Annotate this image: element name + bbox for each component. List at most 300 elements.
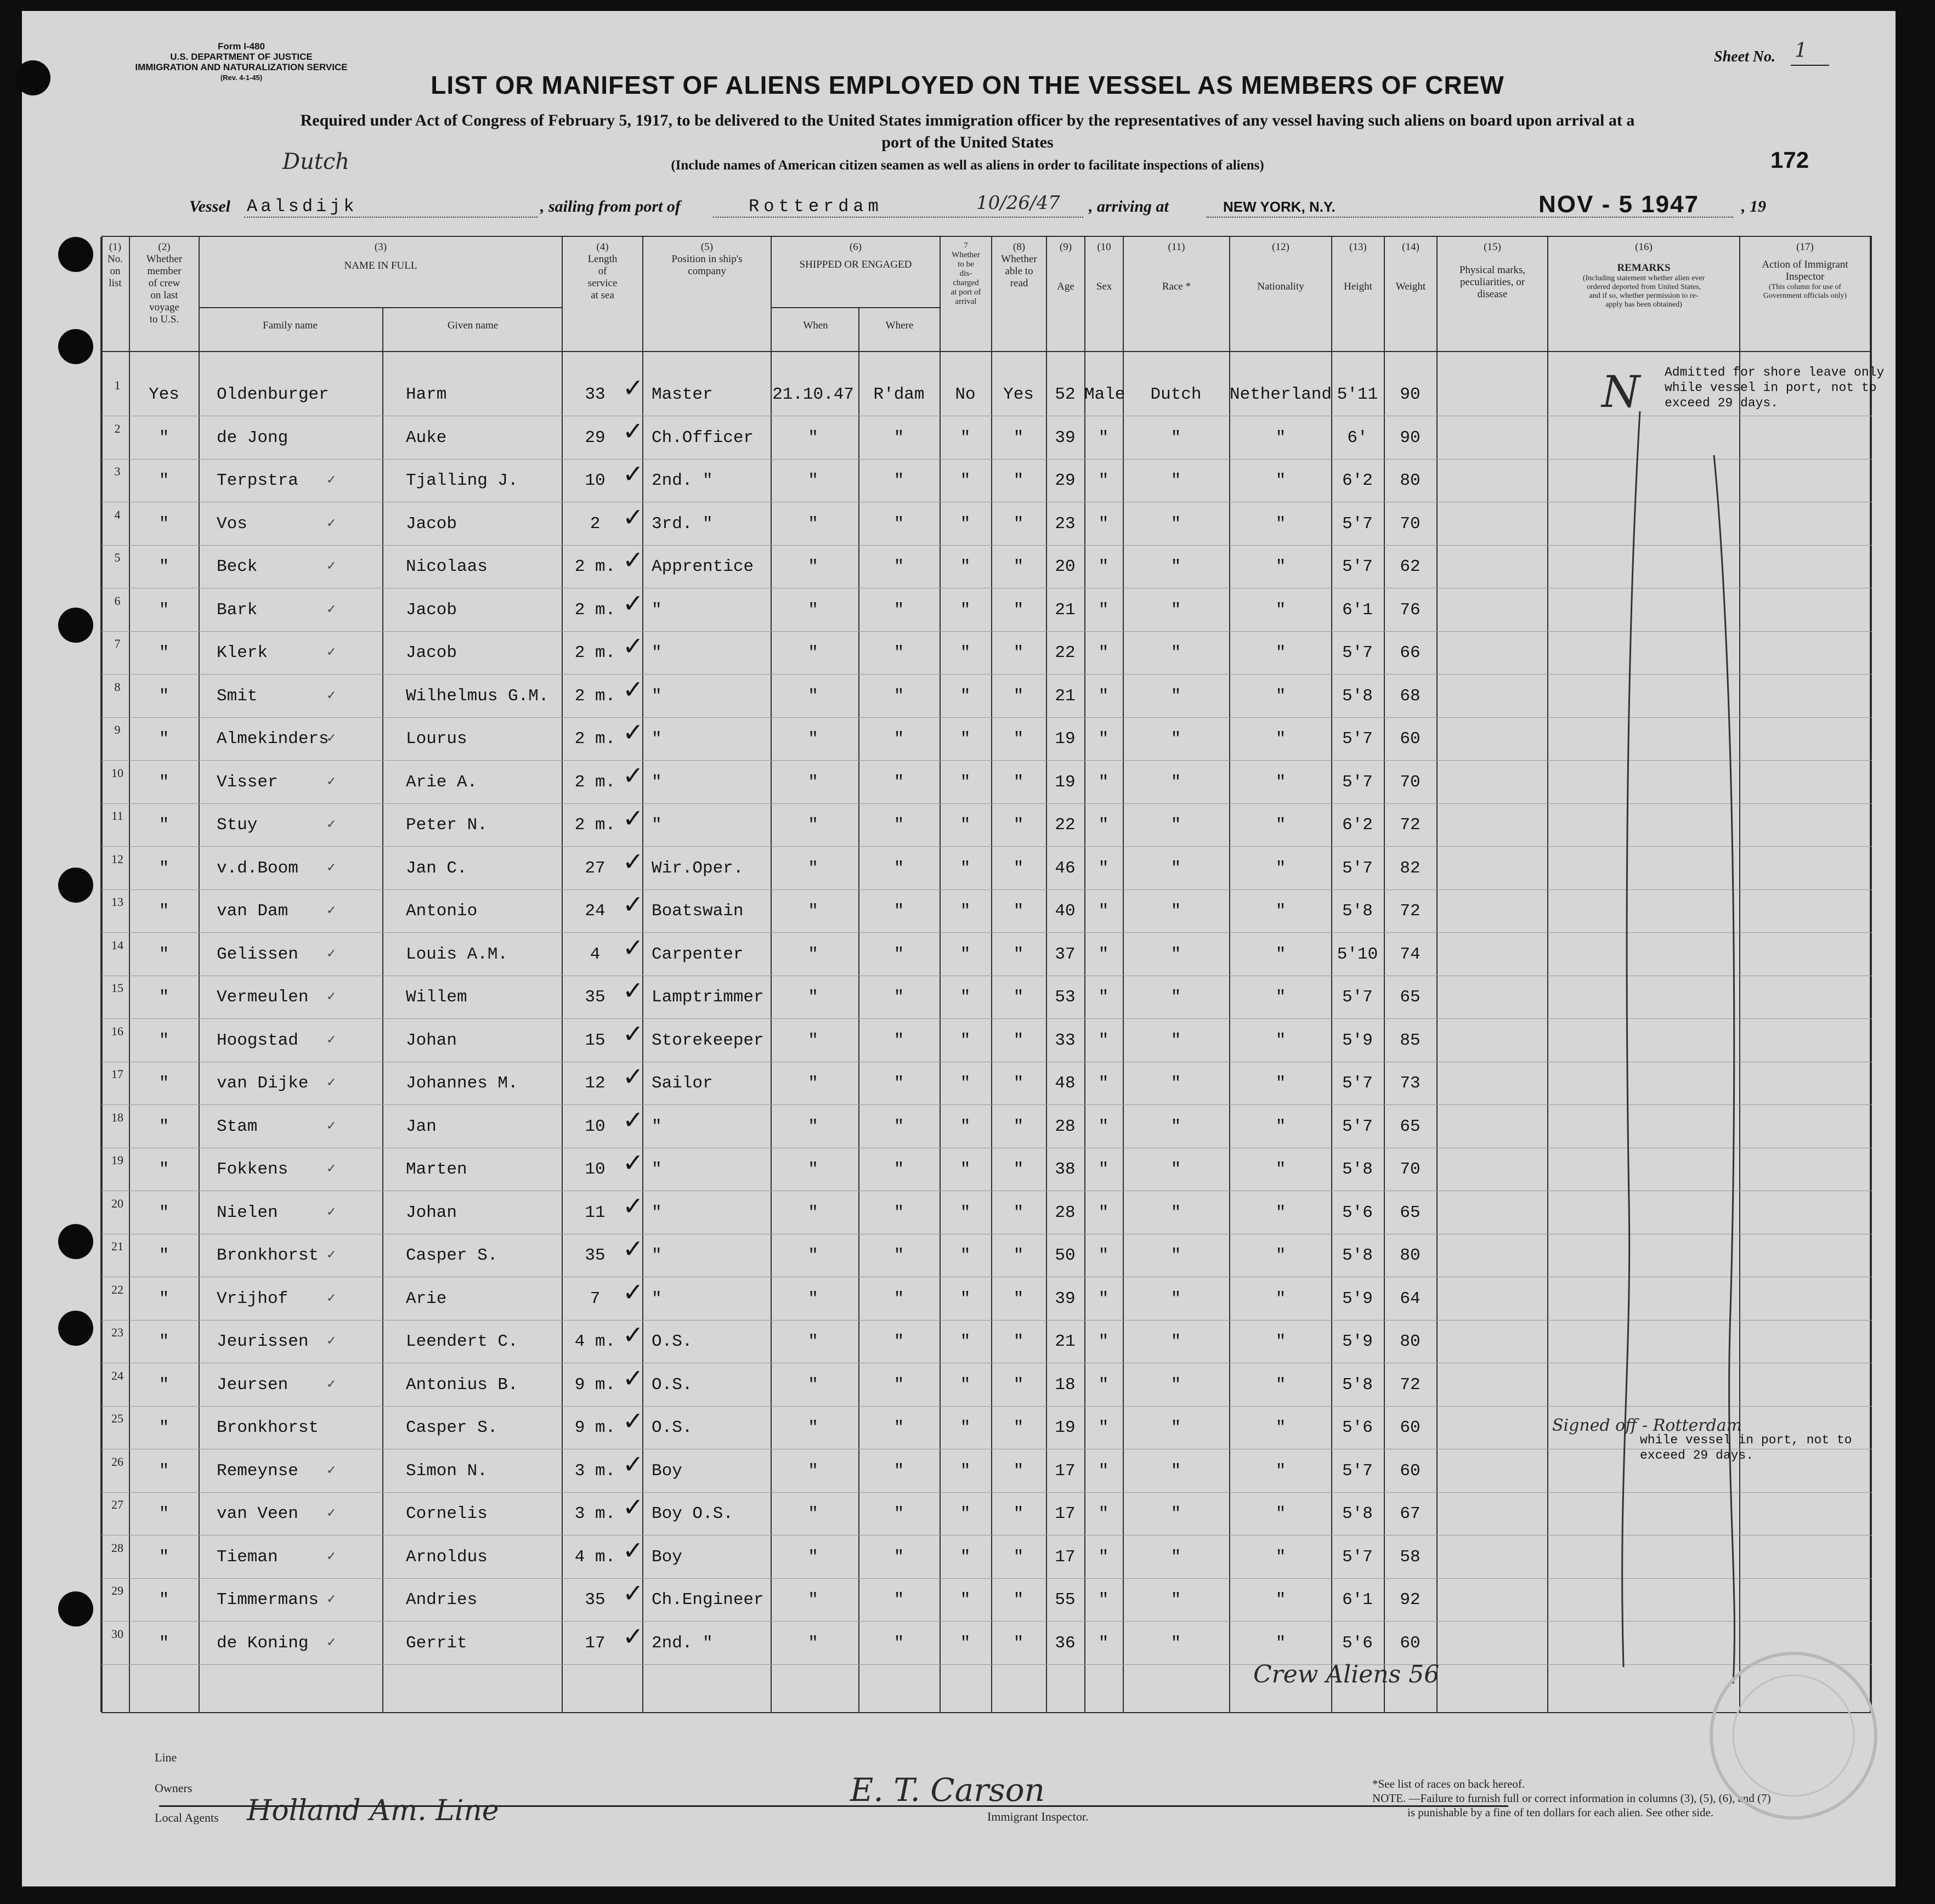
cell-position: Boy — [652, 1547, 682, 1567]
sheet-number-line — [1791, 65, 1829, 66]
cell-sex: " — [1098, 1590, 1109, 1610]
cell-given-name: Arnoldus — [406, 1547, 488, 1567]
cell-position: O.S. — [652, 1375, 693, 1395]
cell-shipped-when: " — [808, 1160, 818, 1179]
cell-shipped-where: R'dam — [873, 385, 925, 404]
grid-line — [100, 237, 103, 1712]
cell-list-number: 18 — [111, 1110, 123, 1124]
cell-length-of-service: 11 — [585, 1203, 606, 1222]
tick-mark-icon: ✓ — [326, 774, 337, 789]
cell-list-number: 1 — [114, 378, 121, 392]
grid-line — [1384, 237, 1385, 1712]
cell-sex: " — [1098, 1504, 1109, 1523]
cell-list-number: 5 — [114, 551, 121, 564]
cell-shipped-when: " — [808, 600, 818, 620]
cell-length-of-service: 2 m. — [574, 557, 616, 576]
column-header-2: (2) Whether member of crew on last voyage to U.S. — [146, 241, 183, 325]
checkmark-icon: ✓ — [623, 1406, 644, 1436]
cell-position: Carpenter — [652, 944, 744, 964]
tick-mark-icon: ✓ — [326, 602, 337, 616]
cell-list-number: 2 — [114, 421, 121, 435]
cell-discharged: " — [960, 1160, 971, 1179]
cell-family-name: Remeynse — [217, 1461, 298, 1481]
cell-height: 5'8 — [1342, 1504, 1373, 1523]
cell-able-to-read: " — [1013, 1332, 1024, 1351]
cell-position: 2nd. " — [652, 1633, 713, 1653]
checkmark-icon: ✓ — [623, 674, 644, 704]
cell-shipped-when: " — [808, 514, 818, 534]
cell-weight: 68 — [1400, 686, 1421, 706]
races-note: *See list of races on back hereof. NOTE. —Failure to furnish full or correct information in columns (3), (5), (6), and (7) is punishable by a fine of ten dollars for each alien. See other side. — [1372, 1777, 1771, 1819]
cell-shipped-when: 21.10.47 — [772, 385, 854, 404]
cell-height: 6'2 — [1342, 471, 1373, 490]
cell-family-name: Beck — [217, 557, 258, 576]
grid-line — [858, 307, 859, 1712]
vessel-nationality-note: Dutch — [282, 149, 350, 174]
cell-height: 5'7 — [1342, 772, 1373, 792]
cell-previous-voyage: " — [159, 1590, 169, 1610]
binder-hole — [58, 1591, 93, 1627]
tick-mark-icon: ✓ — [326, 818, 337, 831]
cell-previous-voyage: " — [159, 557, 169, 576]
cell-nationality: " — [1275, 902, 1286, 921]
cell-race: " — [1170, 686, 1181, 706]
column-header-14: (14) Weight — [1395, 241, 1426, 292]
cell-list-number: 13 — [111, 895, 123, 909]
cell-position: " — [652, 1203, 662, 1222]
grid-line — [199, 237, 200, 1712]
cell-weight: 65 — [1400, 1117, 1421, 1136]
cell-given-name: Lourus — [406, 729, 467, 749]
cell-previous-voyage: " — [159, 1504, 169, 1523]
checkmark-icon: ✓ — [623, 1018, 644, 1049]
cell-shipped-when: " — [808, 1418, 818, 1437]
cell-list-number: 17 — [111, 1067, 123, 1081]
cell-previous-voyage: " — [159, 514, 169, 534]
cell-race: " — [1170, 858, 1181, 878]
checkmark-icon: ✓ — [623, 588, 644, 618]
grid-line — [101, 674, 1872, 675]
grid-line — [771, 307, 940, 308]
cell-length-of-service: 2 m. — [574, 729, 616, 749]
cell-weight: 66 — [1400, 643, 1421, 662]
cell-age: 22 — [1055, 643, 1076, 662]
cell-weight: 72 — [1400, 815, 1421, 835]
cell-shipped-where: " — [893, 1246, 904, 1265]
checkmark-icon: ✓ — [623, 502, 644, 532]
grid-line — [991, 237, 992, 1712]
column-header-4: (4) Length of service at sea — [587, 241, 618, 301]
cell-age: 46 — [1055, 858, 1076, 878]
cell-nationality: " — [1275, 514, 1286, 534]
cell-family-name: Jeurissen — [217, 1332, 309, 1351]
cell-sex: " — [1098, 1332, 1109, 1351]
cell-sex: " — [1098, 815, 1109, 835]
cell-discharged: " — [960, 944, 971, 964]
cell-position: " — [652, 772, 662, 792]
cell-height: 5'9 — [1342, 1332, 1373, 1351]
cell-nationality: " — [1275, 772, 1286, 792]
cell-race: " — [1170, 1030, 1181, 1050]
cell-nationality: " — [1275, 1203, 1286, 1222]
cell-previous-voyage: " — [159, 1418, 169, 1437]
cell-position: Boy — [652, 1461, 682, 1481]
cell-length-of-service: 4 — [590, 944, 601, 964]
cell-race: " — [1170, 1289, 1181, 1308]
cell-weight: 85 — [1400, 1030, 1421, 1050]
cell-nationality: " — [1275, 1633, 1286, 1653]
cell-shipped-where: " — [893, 1332, 904, 1351]
grid-line — [101, 1320, 1872, 1321]
column-header-3: (3) NAME IN FULL — [344, 241, 417, 271]
tick-mark-icon: ✓ — [326, 1205, 337, 1219]
cell-height: 5'8 — [1342, 902, 1373, 921]
vessel-name: Aalsdijk — [247, 196, 358, 217]
cell-nationality: " — [1275, 1246, 1286, 1265]
cell-length-of-service: 27 — [585, 858, 606, 878]
column-header-15: (15) Physical marks, peculiarities, or disease — [1459, 241, 1526, 300]
cell-race: " — [1170, 1633, 1181, 1653]
arrival-date-stamp: NOV - 5 1947 — [1538, 191, 1700, 218]
cell-race: " — [1170, 1418, 1181, 1437]
cell-able-to-read: " — [1013, 1203, 1024, 1222]
cell-discharged: " — [960, 1504, 971, 1523]
checkmark-icon: ✓ — [623, 459, 644, 489]
cell-previous-voyage: " — [159, 858, 169, 878]
cell-height: 5'7 — [1342, 1117, 1373, 1136]
cell-able-to-read: " — [1013, 772, 1024, 792]
cell-shipped-where: " — [893, 944, 904, 964]
cell-list-number: 19 — [111, 1153, 123, 1167]
cell-age: 39 — [1055, 428, 1076, 447]
cell-family-name: Bronkhorst — [217, 1246, 319, 1265]
cell-length-of-service: 9 m. — [574, 1375, 616, 1395]
cell-given-name: Louis A.M. — [406, 944, 508, 964]
cell-position: " — [652, 600, 662, 620]
cell-height: 5'11 — [1337, 385, 1378, 404]
cell-position: Lamptrimmer — [652, 988, 764, 1007]
cell-shipped-when: " — [808, 1074, 818, 1093]
cell-shipped-where: " — [893, 643, 904, 662]
cell-shipped-where: " — [893, 1030, 904, 1050]
cell-race: " — [1170, 1547, 1181, 1567]
cell-length-of-service: 2 m. — [574, 815, 616, 835]
cell-sex: " — [1098, 643, 1109, 662]
cell-weight: 80 — [1400, 1246, 1421, 1265]
cell-nationality: " — [1275, 1117, 1286, 1136]
checkmark-icon: ✓ — [623, 1277, 644, 1307]
column-header-10: (10 Sex — [1096, 241, 1112, 292]
cell-weight: 62 — [1400, 557, 1421, 576]
cell-previous-voyage: " — [159, 428, 169, 447]
cell-previous-voyage: " — [159, 1547, 169, 1567]
cell-sex: " — [1098, 1633, 1109, 1653]
cell-shipped-where: " — [893, 1289, 904, 1308]
cell-given-name: Wilhelmus G.M. — [406, 686, 549, 706]
grid-line — [101, 236, 1872, 237]
cell-height: 5'7 — [1342, 1074, 1373, 1093]
cell-shipped-when: " — [808, 1289, 818, 1308]
checkmark-icon: ✓ — [623, 889, 644, 919]
inspection-seal — [1700, 1642, 1887, 1829]
cell-family-name: Timmermans — [217, 1590, 319, 1610]
cell-able-to-read: " — [1013, 988, 1024, 1007]
cell-nationality: " — [1275, 1590, 1286, 1610]
cell-race: " — [1170, 428, 1181, 447]
cell-list-number: 27 — [111, 1498, 123, 1511]
cell-family-name: Gelissen — [217, 944, 298, 964]
cell-height: 5'6 — [1342, 1418, 1373, 1437]
cell-previous-voyage: " — [159, 471, 169, 490]
cell-shipped-when: " — [808, 988, 818, 1007]
local-agents-signature: Holland Am. Line — [247, 1794, 499, 1827]
cell-discharged: " — [960, 1074, 971, 1093]
cell-position: Boatswain — [652, 902, 744, 921]
cell-length-of-service: 10 — [585, 471, 606, 490]
cell-given-name: Gerrit — [406, 1633, 467, 1653]
cell-nationality: " — [1275, 1504, 1286, 1523]
cell-discharged: " — [960, 1461, 971, 1481]
cell-weight: 73 — [1400, 1074, 1421, 1093]
cell-able-to-read: " — [1013, 557, 1024, 576]
grid-line — [771, 237, 772, 1712]
remark-signed-off: Signed off - Rotterdam — [1552, 1416, 1742, 1435]
cell-length-of-service: 2 — [590, 514, 601, 534]
cell-shipped-where: " — [893, 858, 904, 878]
cell-list-number: 21 — [111, 1239, 123, 1253]
cell-discharged: " — [960, 815, 971, 835]
cell-family-name: Almekinders — [217, 729, 329, 749]
cell-position: Sailor — [652, 1074, 713, 1093]
tick-mark-icon: ✓ — [326, 1593, 337, 1606]
cell-nationality: " — [1275, 471, 1286, 490]
cell-weight: 76 — [1400, 600, 1421, 620]
cell-race: " — [1170, 557, 1181, 576]
cell-length-of-service: 4 m. — [574, 1332, 616, 1351]
cell-discharged: " — [960, 428, 971, 447]
page-title: LIST OR MANIFEST OF ALIENS EMPLOYED ON THE VESSEL AS MEMBERS OF CREW — [431, 71, 1504, 99]
cell-shipped-when: " — [808, 902, 818, 921]
cell-previous-voyage: " — [159, 1246, 169, 1265]
cell-shipped-where: " — [893, 428, 904, 447]
cell-shipped-where: " — [893, 1461, 904, 1481]
cell-able-to-read: " — [1013, 1030, 1024, 1050]
cell-height: 6'2 — [1342, 815, 1373, 835]
cell-previous-voyage: " — [159, 729, 169, 749]
cell-shipped-where: " — [893, 471, 904, 490]
cell-family-name: Klerk — [217, 643, 268, 662]
cell-able-to-read: " — [1013, 471, 1024, 490]
cell-shipped-when: " — [808, 1590, 818, 1610]
cell-age: 21 — [1055, 686, 1076, 706]
cell-shipped-where: " — [893, 514, 904, 534]
cell-nationality: " — [1275, 944, 1286, 964]
cell-previous-voyage: " — [159, 902, 169, 921]
cell-shipped-where: " — [893, 772, 904, 792]
cell-sex: " — [1098, 471, 1109, 490]
checkmark-icon: ✓ — [623, 803, 644, 833]
cell-position: Ch.Officer — [652, 428, 754, 447]
cell-given-name: Antonius B. — [406, 1375, 518, 1395]
sailing-port: Rotterdam — [749, 196, 883, 217]
cell-nationality: Netherland — [1229, 385, 1332, 404]
cell-shipped-when: " — [808, 1246, 818, 1265]
cell-shipped-where: " — [893, 1160, 904, 1179]
cell-list-number: 14 — [111, 938, 123, 952]
cell-shipped-where: " — [893, 1117, 904, 1136]
cell-race: Dutch — [1150, 385, 1202, 404]
cell-family-name: Vermeulen — [217, 988, 309, 1007]
tick-mark-icon: ✓ — [326, 516, 337, 530]
cell-weight: 72 — [1400, 1375, 1421, 1395]
checkmark-icon: ✓ — [623, 373, 644, 403]
checkmark-icon: ✓ — [623, 1621, 644, 1651]
footer-line-label: Line — [155, 1750, 177, 1764]
grid-line — [562, 237, 563, 1712]
cell-shipped-where: " — [893, 1074, 904, 1093]
cell-shipped-where: " — [893, 600, 904, 620]
cell-age: 38 — [1055, 1160, 1076, 1179]
cell-height: 5'6 — [1342, 1633, 1373, 1653]
column-header-8: (8) Whether able to read — [1001, 241, 1037, 289]
cell-given-name: Jacob — [406, 600, 457, 620]
cell-length-of-service: 35 — [585, 1246, 606, 1265]
cell-sex: " — [1098, 686, 1109, 706]
cell-given-name: Marten — [406, 1160, 467, 1179]
checkmark-icon: ✓ — [623, 1492, 644, 1522]
cell-family-name: Terpstra — [217, 471, 298, 490]
column-header-5: (5) Position in ship's company — [671, 241, 743, 277]
cell-age: 20 — [1055, 557, 1076, 576]
cell-discharged: " — [960, 1547, 971, 1567]
cell-sex: " — [1098, 988, 1109, 1007]
cell-sex: " — [1098, 1074, 1109, 1093]
cell-sex: " — [1098, 858, 1109, 878]
checkmark-icon: ✓ — [623, 932, 644, 962]
tick-mark-icon: ✓ — [326, 1549, 337, 1563]
sheet-label: Sheet No. — [1714, 48, 1775, 65]
cell-weight: 64 — [1400, 1289, 1421, 1308]
checkmark-icon: ✓ — [623, 1191, 644, 1221]
cell-able-to-read: " — [1013, 1590, 1024, 1610]
cell-weight: 60 — [1400, 1633, 1421, 1653]
cell-length-of-service: 9 m. — [574, 1418, 616, 1437]
cell-given-name: Auke — [406, 428, 447, 447]
vessel-line — [244, 217, 538, 218]
cell-list-number: 9 — [114, 723, 121, 736]
form-identifier: Form I-480 U.S. DEPARTMENT OF JUSTICE IMMIGRATION AND NATURALIZATION SERVICE (Rev. 4-1-45) — [135, 41, 348, 82]
cell-position: Ch.Engineer — [652, 1590, 764, 1610]
tick-mark-icon: ✓ — [326, 645, 337, 659]
cell-shipped-when: " — [808, 1203, 818, 1222]
cell-height: 5'8 — [1342, 686, 1373, 706]
cell-sex: " — [1098, 1030, 1109, 1050]
cell-age: 29 — [1055, 471, 1076, 490]
cell-weight: 65 — [1400, 988, 1421, 1007]
cell-shipped-where: " — [893, 1590, 904, 1610]
cell-height: 5'9 — [1342, 1030, 1373, 1050]
cell-sex: " — [1098, 514, 1109, 534]
cell-sex: " — [1098, 1203, 1109, 1222]
grid-line — [101, 803, 1872, 804]
remark-shore-leave-2: while vessel in port, not to exceed 29 days. — [1640, 1433, 1852, 1463]
cell-length-of-service: 17 — [585, 1633, 606, 1653]
cell-weight: 70 — [1400, 1160, 1421, 1179]
cell-age: 28 — [1055, 1203, 1076, 1222]
cell-race: " — [1170, 902, 1181, 921]
cell-length-of-service: 24 — [585, 902, 606, 921]
cell-previous-voyage: " — [159, 1332, 169, 1351]
cell-previous-voyage: " — [159, 815, 169, 835]
cell-list-number: 16 — [111, 1024, 123, 1038]
cell-list-number: 28 — [111, 1540, 123, 1555]
cell-sex: " — [1098, 600, 1109, 620]
binder-hole — [58, 237, 93, 272]
cell-weight: 82 — [1400, 858, 1421, 878]
cell-weight: 58 — [1400, 1547, 1421, 1567]
cell-race: " — [1170, 514, 1181, 534]
cell-previous-voyage: " — [159, 944, 169, 964]
cell-age: 23 — [1055, 514, 1076, 534]
cell-position: Apprentice — [652, 557, 754, 576]
cell-list-number: 11 — [111, 809, 123, 823]
column-header-17: (17) Action of Immigrant Inspector (This column for use of Government officials only) — [1762, 241, 1848, 300]
cell-nationality: " — [1275, 428, 1286, 447]
cell-list-number: 7 — [114, 637, 121, 650]
cell-given-name: Arie A. — [406, 772, 478, 792]
cell-length-of-service: 10 — [585, 1160, 606, 1179]
grid-line — [101, 717, 1872, 718]
sheet-number: 1 — [1795, 39, 1807, 62]
cell-nationality: " — [1275, 1375, 1286, 1395]
grid-line — [101, 1621, 1872, 1622]
cell-given-name: Tjalling J. — [406, 471, 518, 490]
grid-line — [101, 1492, 1872, 1493]
cell-able-to-read: " — [1013, 815, 1024, 835]
cell-nationality: " — [1275, 686, 1286, 706]
column-header-11: (11) Race * — [1162, 241, 1191, 292]
cell-shipped-when: " — [808, 772, 818, 792]
cell-age: 21 — [1055, 1332, 1076, 1351]
cell-sex: " — [1098, 1461, 1109, 1481]
cell-previous-voyage: " — [159, 1375, 169, 1395]
checkmark-icon: ✓ — [623, 1148, 644, 1177]
tick-mark-icon: ✓ — [326, 688, 337, 702]
cell-list-number: 25 — [111, 1412, 123, 1425]
grid-line — [101, 1578, 1872, 1579]
cell-age: 39 — [1055, 1289, 1076, 1308]
cell-sex: " — [1098, 902, 1109, 921]
cell-shipped-where: " — [893, 815, 904, 835]
cell-previous-voyage: " — [159, 1203, 169, 1222]
cell-nationality: " — [1275, 643, 1286, 662]
grid-line — [101, 351, 1872, 352]
tick-mark-icon: ✓ — [326, 1377, 337, 1391]
cell-length-of-service: 3 m. — [574, 1461, 616, 1481]
cell-age: 17 — [1055, 1547, 1076, 1567]
cell-nationality: " — [1275, 1289, 1286, 1308]
cell-discharged: " — [960, 1030, 971, 1050]
cell-race: " — [1170, 1590, 1181, 1610]
cell-length-of-service: 29 — [585, 428, 606, 447]
cell-previous-voyage: " — [159, 1461, 169, 1481]
cell-race: " — [1170, 1375, 1181, 1395]
cell-race: " — [1170, 729, 1181, 749]
grid-line — [101, 1664, 1872, 1665]
cell-given-name: Johan — [406, 1203, 457, 1222]
cell-able-to-read: Yes — [1003, 385, 1034, 404]
cell-previous-voyage: " — [159, 1289, 169, 1308]
